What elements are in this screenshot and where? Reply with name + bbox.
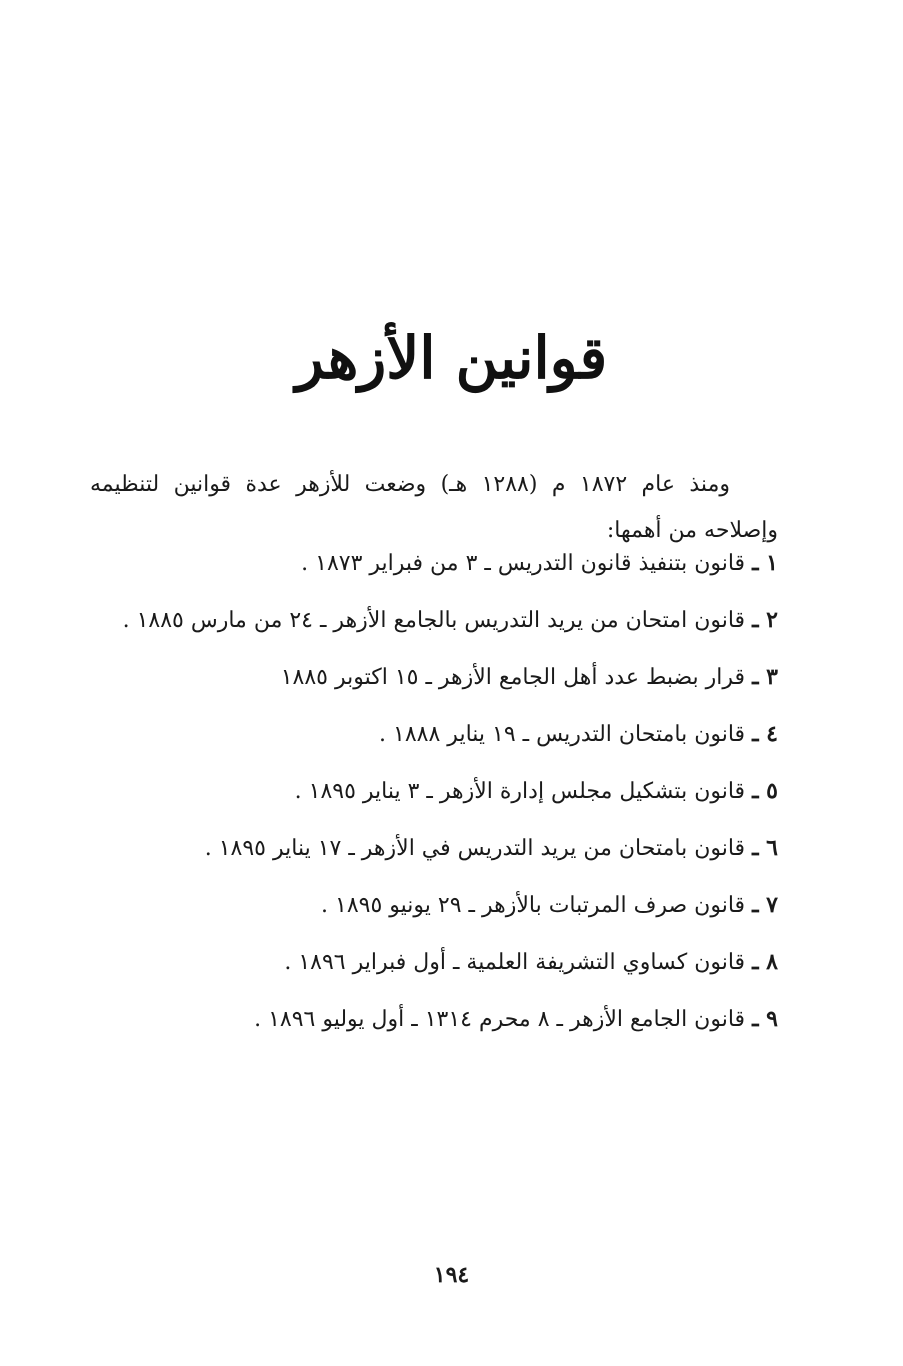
item-text: قانون بتنفيذ قانون التدريس ـ ٣ من فبراير ١٨٧٣ . (301, 551, 746, 576)
item-number: ٨ ـ (752, 949, 778, 975)
intro-paragraph: ومنذ عام ١٨٧٢ م (١٢٨٨ هـ) وضعت للأزهر عدة قوانين لتنظيمه وإصلاحه من أهمها: (90, 472, 778, 543)
item-text: قانون كساوي التشريفة العلمية ـ أول فبراير ١٨٩٦ . (284, 950, 746, 975)
laws-list (88, 540, 778, 1053)
list-item (88, 540, 778, 587)
item-number: ١ ـ (752, 550, 778, 576)
item-text: قانون بامتحان من يريد التدريس في الأزهر ـ ١٧ يناير ١٨٩٥ . (204, 836, 746, 861)
item-number: ٦ ـ (752, 835, 778, 861)
item-number: ٧ ـ (752, 892, 778, 918)
item-text: قرار بضبط عدد أهل الجامع الأزهر ـ ١٥ اكتوبر ١٨٨٥ (280, 665, 746, 690)
list-item (88, 825, 778, 872)
item-text: قانون الجامع الأزهر ـ ٨ محرم ١٣١٤ ـ أول يوليو ١٨٩٦ . (254, 1007, 746, 1032)
item-number: ٣ ـ (752, 664, 778, 690)
list-item (88, 654, 778, 701)
list-item (88, 939, 778, 986)
item-text: قانون امتحان من يريد التدريس بالجامع الأزهر ـ ٢٤ من مارس ١٨٨٥ . (122, 608, 746, 633)
item-number: ٥ ـ (752, 778, 778, 804)
list-item (88, 597, 778, 644)
item-number: ٢ ـ (752, 607, 778, 633)
item-number: ٤ ـ (752, 721, 778, 747)
item-number: ٩ ـ (752, 1006, 778, 1032)
item-text: قانون بتشكيل مجلس إدارة الأزهر ـ ٣ يناير ١٨٩٥ . (294, 779, 746, 804)
list-item (88, 996, 778, 1043)
list-item (88, 768, 778, 815)
page-number: ١٩٤ (433, 1262, 470, 1288)
item-text: قانون صرف المرتبات بالأزهر ـ ٢٩ يونيو ١٨٩٥ . (321, 893, 746, 918)
item-text: قانون بامتحان التدريس ـ ١٩ يناير ١٨٨٨ . (379, 722, 746, 747)
page-title: قوانين الأزهر (295, 323, 608, 392)
list-item (88, 711, 778, 758)
list-item (88, 882, 778, 929)
